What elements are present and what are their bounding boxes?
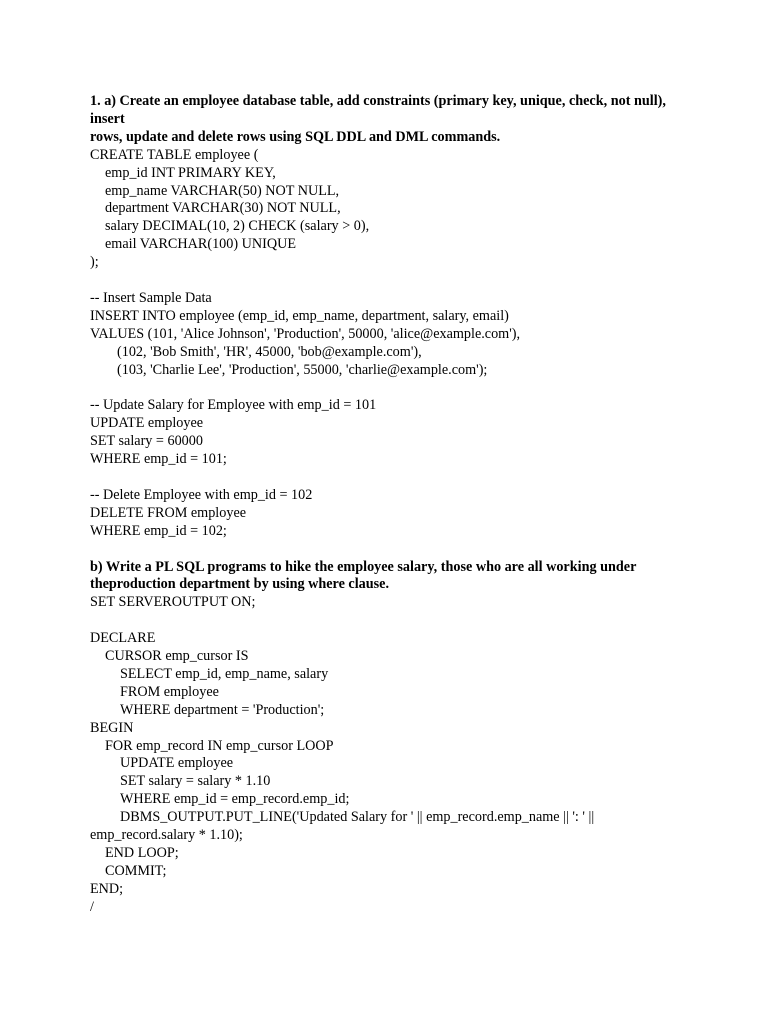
code-line: email VARCHAR(100) UNIQUE bbox=[105, 236, 296, 253]
code-line: BEGIN bbox=[90, 719, 134, 736]
blank-line bbox=[90, 469, 690, 487]
code-line: FROM employee bbox=[120, 683, 219, 700]
code-line: SET salary = salary * 1.10 bbox=[120, 773, 271, 790]
question-1a-heading: 1. a) Create an employee database table, add constraints (primary key, unique, check, not null), insert bbox=[90, 93, 666, 127]
code-line: salary DECIMAL(10, 2) CHECK (salary > 0), bbox=[105, 218, 370, 235]
code-comment: -- Delete Employee with emp_id = 102 bbox=[90, 486, 313, 503]
code-line: SET salary = 60000 bbox=[90, 433, 203, 450]
code-line: WHERE emp_id = 101; bbox=[90, 451, 227, 468]
code-line: COMMIT; bbox=[105, 862, 167, 879]
code-line: CURSOR emp_cursor IS bbox=[105, 648, 249, 665]
code-line: SELECT emp_id, emp_name, salary bbox=[120, 665, 329, 682]
code-line: CREATE TABLE employee ( bbox=[90, 146, 259, 163]
code-line: END LOOP; bbox=[105, 844, 179, 861]
code-line: END; bbox=[90, 880, 124, 897]
blank-line bbox=[90, 272, 690, 290]
code-line: SET SERVEROUTPUT ON; bbox=[90, 594, 256, 611]
question-1b-heading: b) Write a PL SQL programs to hike the employee salary, those who are all working under theproduction department by using where clause. bbox=[90, 558, 637, 593]
code-line: DECLARE bbox=[90, 630, 156, 647]
code-line: department VARCHAR(30) NOT NULL, bbox=[105, 200, 341, 217]
code-line: emp_record.salary * 1.10); bbox=[90, 827, 243, 844]
code-line: (103, 'Charlie Lee', 'Production', 55000, 'charlie@example.com'); bbox=[117, 361, 488, 378]
code-comment: -- Insert Sample Data bbox=[90, 289, 212, 306]
code-line: DELETE FROM employee bbox=[90, 504, 247, 521]
question-1a-heading-cont: rows, update and delete rows using SQL DDL and DML commands. bbox=[90, 128, 501, 145]
code-line: emp_name VARCHAR(50) NOT NULL, bbox=[105, 182, 340, 199]
code-line: WHERE emp_id = 102; bbox=[90, 522, 227, 539]
code-comment: -- Update Salary for Employee with emp_id = 101 bbox=[90, 397, 377, 414]
code-line: emp_id INT PRIMARY KEY, bbox=[105, 164, 276, 181]
blank-line bbox=[90, 612, 690, 630]
code-line: (102, 'Bob Smith', 'HR', 45000, 'bob@example.com'), bbox=[117, 343, 422, 360]
code-line: / bbox=[90, 898, 94, 915]
code-line: UPDATE employee bbox=[90, 415, 204, 432]
code-line: WHERE emp_id = emp_record.emp_id; bbox=[120, 791, 350, 808]
code-line: FOR emp_record IN emp_cursor LOOP bbox=[105, 737, 334, 754]
code-line: UPDATE employee bbox=[120, 755, 234, 772]
document-content bbox=[90, 93, 690, 917]
blank-line bbox=[90, 541, 690, 559]
code-line: DBMS_OUTPUT.PUT_LINE('Updated Salary for ' || emp_record.emp_name || ': ' || bbox=[120, 809, 595, 826]
blank-line bbox=[90, 379, 690, 397]
code-line: VALUES (101, 'Alice Johnson', 'Production', 50000, 'alice@example.com'), bbox=[90, 325, 521, 342]
code-line: INSERT INTO employee (emp_id, emp_name, department, salary, email) bbox=[90, 307, 509, 324]
code-line: WHERE department = 'Production'; bbox=[120, 701, 325, 718]
code-line: ); bbox=[90, 254, 99, 271]
